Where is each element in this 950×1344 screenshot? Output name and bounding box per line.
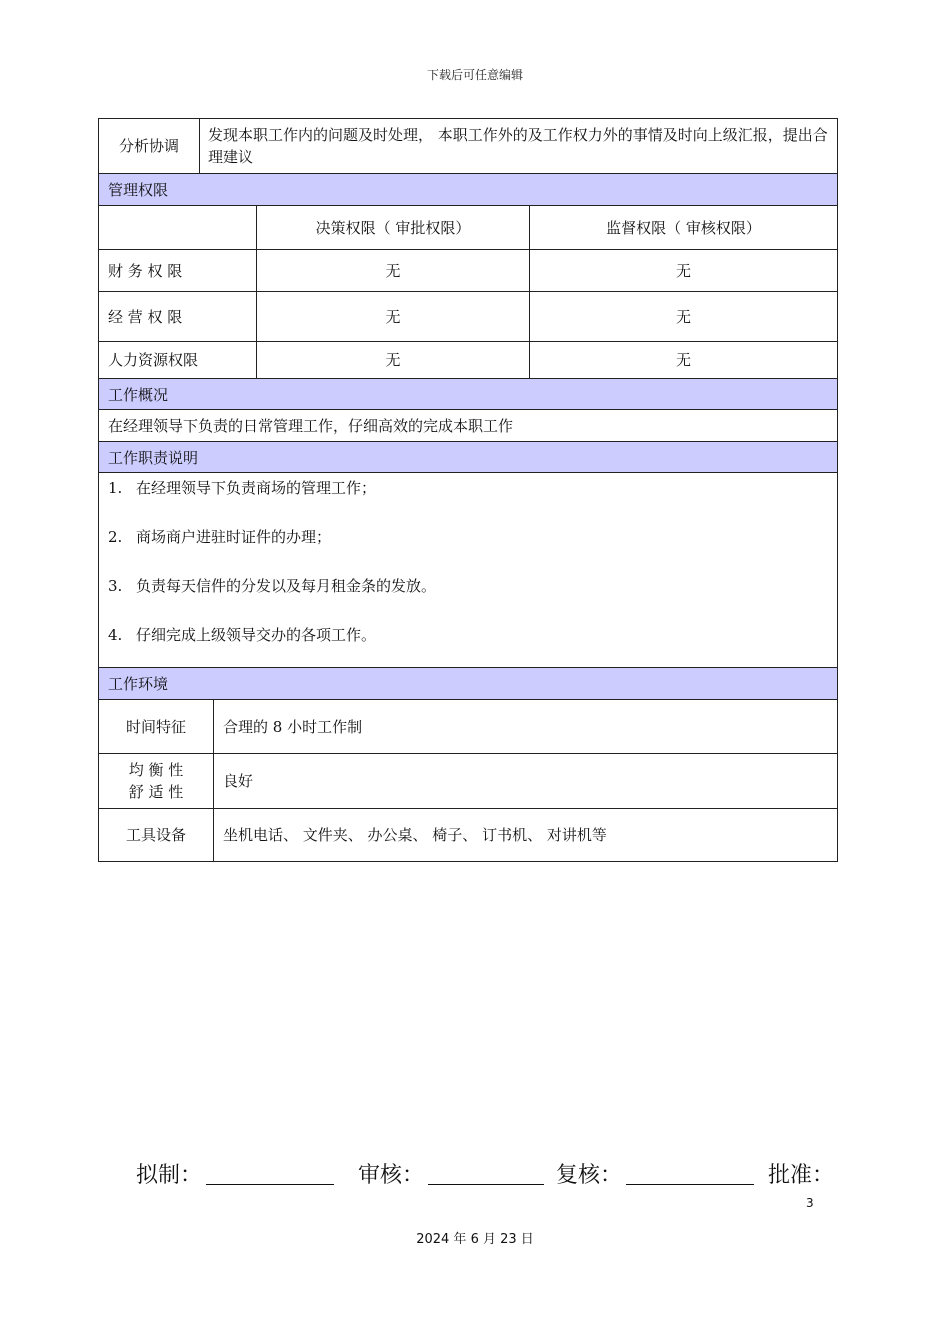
authority-row-supervision: 无 [675, 261, 691, 280]
coordination-text: 发现本职工作内的问题及时处理， 本职工作外的及工作权力外的事情及时向上级汇报，提出合理建议 [208, 126, 828, 166]
overview-text: 在经理领导下负责的日常管理工作，仔细高效的完成本职工作 [108, 416, 514, 435]
duty-item: 3. 负责每天信件的分发以及每月租金条的发放。 [108, 577, 437, 595]
approve-label: 批准： [768, 1163, 835, 1188]
page-number: 3 [806, 1196, 814, 1210]
review-label: 审核： [358, 1163, 425, 1188]
authority-table [99, 206, 837, 378]
environment-value-tools: 坐机电话、 文件夹、 办公桌、 椅子、 订书机、 对讲机等 [223, 826, 607, 844]
authority-row-decision: 无 [385, 351, 401, 369]
draft-label: 拟制： [136, 1163, 203, 1188]
overview-row [99, 410, 837, 441]
environment-label-time: 时间特征 [125, 717, 186, 736]
duty-item: 4. 仔细完成上级领导交办的各项工作。 [108, 626, 377, 644]
authority-row-label: 经 营 权 限 [108, 307, 183, 326]
recheck-label: 复核： [556, 1163, 623, 1188]
footer-date: 2024 年 6 月 23 日 [416, 1232, 534, 1247]
coordination-row [99, 119, 837, 173]
environment-label-comfort: 均 衡 性 舒 适 性 [128, 761, 184, 801]
signature-line [136, 1158, 836, 1192]
job-description-table [98, 118, 838, 862]
environment-heading: 工作环境 [99, 667, 837, 700]
authority-row-supervision: 无 [675, 307, 691, 326]
overview-heading: 工作概况 [99, 378, 837, 410]
authority-row-label: 人力资源权限 [108, 351, 199, 369]
header-note: 下载后可任意编辑 [426, 68, 523, 82]
draft-blank [206, 1184, 334, 1185]
authority-row-decision: 无 [385, 307, 401, 326]
duties-heading: 工作职责说明 [99, 441, 837, 473]
authority-row-supervision: 无 [675, 351, 691, 369]
review-blank [428, 1184, 544, 1185]
environment-value-time: 合理的 8 小时工作制 [223, 717, 363, 736]
duty-item: 1. 在经理领导下负责商场的管理工作； [108, 479, 377, 497]
recheck-blank [626, 1184, 754, 1185]
duties-list [99, 473, 837, 667]
coordination-label: 分析协调 [118, 137, 179, 155]
authority-heading: 管理权限 [99, 173, 837, 206]
authority-row-decision: 无 [385, 261, 401, 280]
environment-label-tools: 工具设备 [125, 826, 186, 844]
authority-row-label: 财 务 权 限 [108, 261, 183, 280]
environment-table [99, 700, 837, 861]
duty-item: 2. 商场商户进驻时证件的办理； [108, 528, 332, 546]
authority-supervision-header: 监督权限（ 审核权限） [606, 218, 761, 237]
authority-decision-header: 决策权限（ 审批权限） [315, 218, 471, 237]
environment-value-comfort: 良好 [223, 772, 254, 790]
